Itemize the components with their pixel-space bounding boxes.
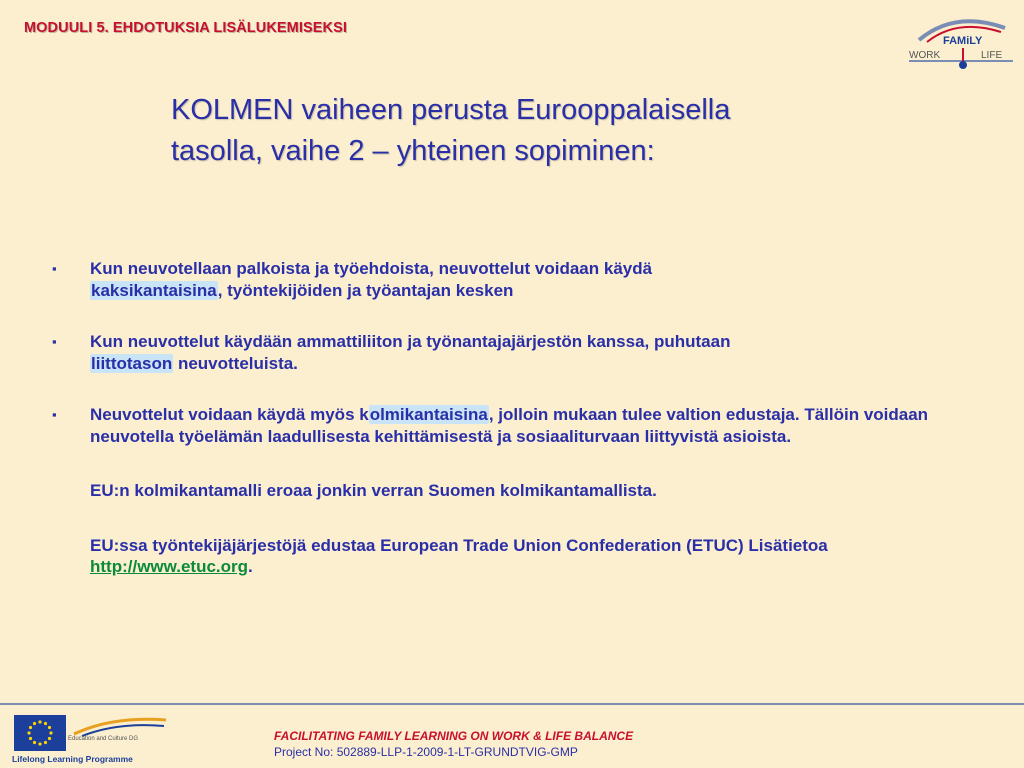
bullet-item xyxy=(52,331,952,374)
lifelong-learning-label: Lifelong Learning Programme xyxy=(12,754,133,764)
highlighted-term: olmikantaisina xyxy=(369,405,488,424)
bullet-item xyxy=(52,258,952,301)
bullet-text: Kun neuvotellaan palkoista ja työehdoista, neuvottelut voidaan käydä xyxy=(90,259,653,278)
education-culture-logo-icon xyxy=(72,714,168,738)
slide-title-line1: KOLMEN vaiheen perusta Eurooppalaisella xyxy=(171,94,731,126)
family-work-life-logo xyxy=(905,14,1017,72)
footer-text xyxy=(274,728,633,760)
bullet-item xyxy=(52,404,950,447)
paragraph-text: . xyxy=(248,557,253,576)
footer-project-title: FACILITATING FAMILY LEARNING ON WORK & LIFE BALANCE xyxy=(274,729,634,743)
bullet-text: neuvotteluista. xyxy=(173,353,298,373)
eu-flag-icon xyxy=(14,715,66,751)
highlighted-term: liittotason xyxy=(91,353,173,373)
logo-family-text: FAMiLY xyxy=(943,35,983,47)
bullet-text: , jolloin mukaan tulee valtion edustaja. Tällöin voidaan neuvotella työelämän laadullisesta kehittämisestä ja sosiaaliturvaan liittyvistä asioista. xyxy=(90,405,929,446)
bullet-marker: ▪ xyxy=(52,407,57,422)
highlighted-term: kaksikantaisina xyxy=(91,280,217,300)
logo-life-text: LIFE xyxy=(981,50,1003,61)
bullet-text: Neuvottelut voidaan käydä myös k xyxy=(90,405,369,424)
paragraph xyxy=(52,535,920,578)
bullet-marker: ▪ xyxy=(52,334,57,349)
footer-divider xyxy=(0,703,1024,705)
logo-work-text: WORK xyxy=(909,50,941,61)
slide-title-line2: tasolla, vaihe 2 – yhteinen sopiminen: xyxy=(171,135,655,167)
bullet-marker: ▪ xyxy=(52,261,57,276)
etuc-link[interactable]: http://www.etuc.org xyxy=(90,557,249,576)
bullet-list xyxy=(52,258,952,578)
slide-title xyxy=(171,90,871,172)
bullet-text: Kun neuvottelut käydään ammattiliiton ja työnantajajärjestön kanssa, puhutaan xyxy=(90,332,731,351)
footer-project-number: Project No: 502889-LLP-1-2009-1-LT-GRUNDTVIG-GMP xyxy=(274,745,578,759)
paragraph xyxy=(52,480,952,502)
paragraph-text: EU:n kolmikantamalli eroaa jonkin verran Suomen kolmikantamallista. xyxy=(90,481,657,500)
bullet-text: , työntekijöiden ja työantajan kesken xyxy=(217,280,514,300)
module-title: MODUULI 5. EHDOTUKSIA LISÄLUKEMISEKSI xyxy=(24,20,347,36)
education-culture-label: Education and Culture DG xyxy=(68,736,139,742)
footer-logos xyxy=(8,708,173,766)
paragraph-text: EU:ssa työntekijäjärjestöjä edustaa European Trade Union Confederation (ETUC) Lisätietoa xyxy=(90,535,828,555)
